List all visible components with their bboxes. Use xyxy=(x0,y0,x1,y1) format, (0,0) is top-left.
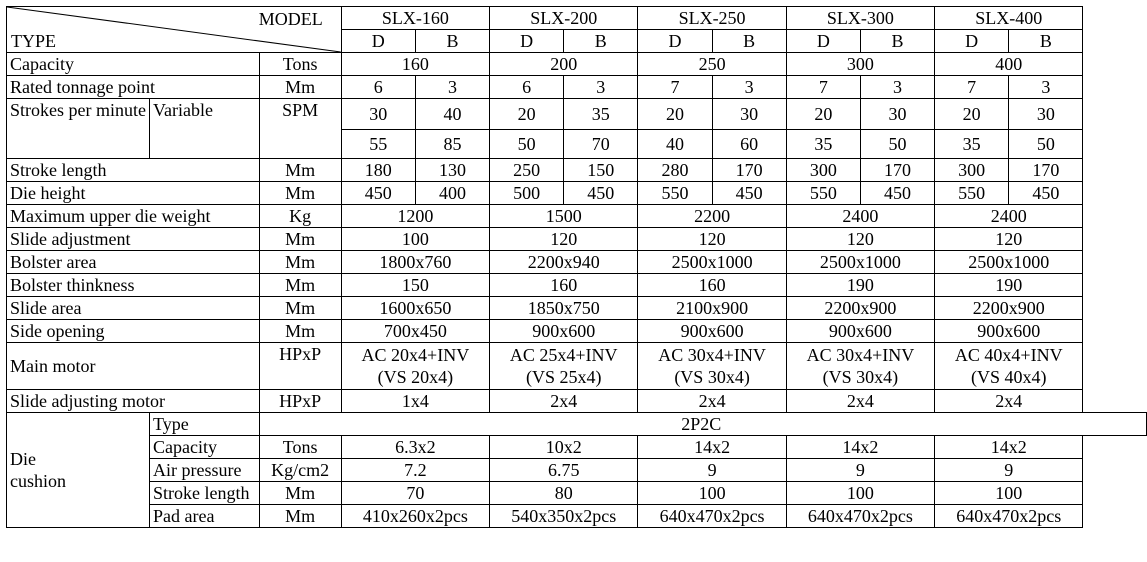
table-cell: 900x600 xyxy=(490,320,638,343)
table-cell: 6.75 xyxy=(490,459,638,482)
table-cell: 2200x940 xyxy=(490,251,638,274)
table-cell: 100 xyxy=(935,482,1083,505)
table-cell: 40 xyxy=(638,130,712,159)
table-cell: 170 xyxy=(860,159,934,182)
table-cell: 50 xyxy=(1009,130,1083,159)
table-cell: 14x2 xyxy=(935,436,1083,459)
table-cell: 2x4 xyxy=(638,390,786,413)
table-cell: 280 xyxy=(638,159,712,182)
table-cell: 400 xyxy=(935,53,1083,76)
row-unit: HPxP xyxy=(259,343,341,390)
table-cell: 1200 xyxy=(341,205,489,228)
table-cell: 50 xyxy=(860,130,934,159)
table-cell: 170 xyxy=(1009,159,1083,182)
row-unit: Kg xyxy=(259,205,341,228)
row-label: Maximum upper die weight xyxy=(7,205,260,228)
row-label: Capacity xyxy=(149,436,259,459)
header-row-models xyxy=(7,7,1147,30)
table-cell: 2500x1000 xyxy=(935,251,1083,274)
row-unit: Tons xyxy=(259,436,341,459)
table-cell: 500 xyxy=(490,182,564,205)
row-unit: Mm xyxy=(259,228,341,251)
table-cell: 2500x1000 xyxy=(786,251,934,274)
table-cell: 85 xyxy=(415,130,489,159)
row-unit: Mm xyxy=(259,320,341,343)
table-cell: 7 xyxy=(786,76,860,99)
row-label: Bolster thinkness xyxy=(7,274,260,297)
table-cell: 30 xyxy=(1009,99,1083,130)
table-cell: 3 xyxy=(1009,76,1083,99)
row-unit: Mm xyxy=(259,251,341,274)
table-cell: 2x4 xyxy=(786,390,934,413)
model-header: SLX-250 xyxy=(638,7,786,30)
row-main-motor xyxy=(7,343,1147,390)
table-cell: 20 xyxy=(490,99,564,130)
table-cell: 55 xyxy=(341,130,415,159)
variant-header: D xyxy=(341,30,415,53)
table-cell: 250 xyxy=(638,53,786,76)
table-cell: 70 xyxy=(341,482,489,505)
motor-line-1: AC 40x4+INV xyxy=(954,345,1063,365)
table-cell: 50 xyxy=(490,130,564,159)
table-cell: 550 xyxy=(935,182,1009,205)
row-bolster-area xyxy=(7,251,1147,274)
row-unit: Mm xyxy=(259,482,341,505)
row-unit: Mm xyxy=(259,182,341,205)
table-cell: 190 xyxy=(935,274,1083,297)
row-unit: HPxP xyxy=(259,390,341,413)
table-cell: 35 xyxy=(564,99,638,130)
table-cell: 120 xyxy=(638,228,786,251)
table-cell: 900x600 xyxy=(935,320,1083,343)
table-cell: 410x260x2pcs xyxy=(341,505,489,528)
table-cell: 120 xyxy=(490,228,638,251)
table-cell xyxy=(259,413,1146,436)
table-cell: 2100x900 xyxy=(638,297,786,320)
table-cell: 550 xyxy=(786,182,860,205)
table-cell: 20 xyxy=(786,99,860,130)
motor-line-1: AC 30x4+INV xyxy=(806,345,915,365)
table-cell: 2200x900 xyxy=(786,297,934,320)
motor-line-1: AC 20x4+INV xyxy=(361,345,470,365)
row-rated-tonnage xyxy=(7,76,1147,99)
motor-line-2: (VS 20x4) xyxy=(377,367,454,387)
model-header: SLX-200 xyxy=(490,7,638,30)
table-cell: 40 xyxy=(415,99,489,130)
table-cell: 2400 xyxy=(786,205,934,228)
table-cell: 2x4 xyxy=(935,390,1083,413)
motor-line-2: (VS 40x4) xyxy=(971,367,1047,387)
row-label: Main motor xyxy=(7,343,260,390)
table-cell: 2200x900 xyxy=(935,297,1083,320)
table-cell: 100 xyxy=(638,482,786,505)
table-cell: 9 xyxy=(935,459,1083,482)
table-cell: 250 xyxy=(490,159,564,182)
table-cell: 2400 xyxy=(935,205,1083,228)
row-sublabel: Variable xyxy=(149,99,259,159)
table-cell: 3 xyxy=(564,76,638,99)
table-cell: 7 xyxy=(638,76,712,99)
row-label: Side opening xyxy=(7,320,260,343)
cushion-type-value: 2P2C xyxy=(681,414,722,434)
variant-header: B xyxy=(1009,30,1083,53)
row-unit: Mm xyxy=(259,505,341,528)
row-bolster-thickness xyxy=(7,274,1147,297)
table-cell: 30 xyxy=(860,99,934,130)
table-cell: 9 xyxy=(786,459,934,482)
table-cell: 550 xyxy=(638,182,712,205)
table-cell: 20 xyxy=(935,99,1009,130)
row-unit: Mm xyxy=(259,76,341,99)
table-cell: 120 xyxy=(935,228,1083,251)
table-cell xyxy=(341,343,489,390)
spec-table xyxy=(6,6,1147,528)
table-cell: 640x470x2pcs xyxy=(786,505,934,528)
variant-header: B xyxy=(712,30,786,53)
row-label: Pad area xyxy=(149,505,259,528)
table-cell: 10x2 xyxy=(490,436,638,459)
table-cell: 35 xyxy=(786,130,860,159)
table-cell: 6.3x2 xyxy=(341,436,489,459)
table-cell: 700x450 xyxy=(341,320,489,343)
motor-line-1: AC 30x4+INV xyxy=(658,345,766,365)
row-slide-adj-motor xyxy=(7,390,1147,413)
table-cell: 540x350x2pcs xyxy=(490,505,638,528)
table-cell: 100 xyxy=(341,228,489,251)
table-cell: 130 xyxy=(415,159,489,182)
table-cell: 3 xyxy=(712,76,786,99)
table-cell: 300 xyxy=(786,159,860,182)
row-unit: Mm xyxy=(259,274,341,297)
row-cushion-air-pressure xyxy=(7,459,1147,482)
table-cell: 150 xyxy=(341,274,489,297)
table-cell: 190 xyxy=(786,274,934,297)
row-unit: SPM xyxy=(259,99,341,159)
row-slide-area xyxy=(7,297,1147,320)
table-cell: 3 xyxy=(860,76,934,99)
table-cell: 60 xyxy=(712,130,786,159)
motor-line-2: (VS 30x4) xyxy=(822,367,899,387)
variant-header: D xyxy=(935,30,1009,53)
table-cell: 2500x1000 xyxy=(638,251,786,274)
table-cell: 400 xyxy=(415,182,489,205)
table-cell: 640x470x2pcs xyxy=(638,505,786,528)
table-cell: 160 xyxy=(638,274,786,297)
table-cell: 150 xyxy=(564,159,638,182)
row-capacity xyxy=(7,53,1147,76)
row-label: Stroke length xyxy=(7,159,260,182)
table-cell: 2x4 xyxy=(490,390,638,413)
variant-header: D xyxy=(638,30,712,53)
table-cell: 6 xyxy=(341,76,415,99)
table-cell: 160 xyxy=(490,274,638,297)
table-cell: 450 xyxy=(341,182,415,205)
table-cell: 900x600 xyxy=(786,320,934,343)
motor-line-2: (VS 30x4) xyxy=(674,367,750,387)
row-cushion-pad-area xyxy=(7,505,1147,528)
table-cell: 14x2 xyxy=(786,436,934,459)
row-label: Slide adjusting motor xyxy=(7,390,260,413)
table-cell: 35 xyxy=(935,130,1009,159)
variant-header: D xyxy=(490,30,564,53)
table-cell: 30 xyxy=(712,99,786,130)
variant-header: D xyxy=(786,30,860,53)
row-label: Bolster area xyxy=(7,251,260,274)
die-cushion-label-line-2: cushion xyxy=(10,471,66,491)
row-label: Type xyxy=(149,413,259,436)
variant-header: B xyxy=(564,30,638,53)
table-cell: 30 xyxy=(341,99,415,130)
row-die-height xyxy=(7,182,1147,205)
table-cell: 80 xyxy=(490,482,638,505)
motor-line-2: (VS 25x4) xyxy=(525,367,602,387)
variant-header: B xyxy=(860,30,934,53)
table-cell: 450 xyxy=(1009,182,1083,205)
type-label: TYPE xyxy=(11,31,56,51)
row-cushion-stroke-length xyxy=(7,482,1147,505)
row-stroke-length xyxy=(7,159,1147,182)
table-cell: 1500 xyxy=(490,205,638,228)
row-label: Air pressure xyxy=(149,459,259,482)
table-cell: 450 xyxy=(712,182,786,205)
table-cell: 20 xyxy=(638,99,712,130)
row-slide-adjustment xyxy=(7,228,1147,251)
model-header: SLX-300 xyxy=(786,7,934,30)
header-corner-cell xyxy=(7,7,342,53)
row-unit: Tons xyxy=(259,53,341,76)
table-cell: 100 xyxy=(786,482,934,505)
die-cushion-label-line-1: Die xyxy=(10,449,36,469)
table-cell: 14x2 xyxy=(638,436,786,459)
row-cushion-capacity xyxy=(7,436,1147,459)
table-cell: 450 xyxy=(564,182,638,205)
table-cell: 6 xyxy=(490,76,564,99)
row-spm-top xyxy=(7,99,1147,130)
table-cell: 9 xyxy=(638,459,786,482)
table-cell: 640x470x2pcs xyxy=(935,505,1083,528)
table-cell: 170 xyxy=(712,159,786,182)
row-label: Slide adjustment xyxy=(7,228,260,251)
row-side-opening xyxy=(7,320,1147,343)
row-unit: Kg/cm2 xyxy=(259,459,341,482)
table-cell: 300 xyxy=(935,159,1009,182)
row-label: Stroke length xyxy=(149,482,259,505)
row-unit: Mm xyxy=(259,159,341,182)
row-label: Capacity xyxy=(7,53,260,76)
variant-header: B xyxy=(415,30,489,53)
table-cell: 450 xyxy=(860,182,934,205)
row-unit: Mm xyxy=(259,297,341,320)
row-max-die-weight xyxy=(7,205,1147,228)
table-cell xyxy=(935,343,1083,390)
die-cushion-group-label xyxy=(7,413,150,528)
table-cell xyxy=(786,343,934,390)
table-cell: 1850x750 xyxy=(490,297,638,320)
table-cell: 300 xyxy=(786,53,934,76)
row-label: Slide area xyxy=(7,297,260,320)
table-cell xyxy=(638,343,786,390)
table-cell: 200 xyxy=(490,53,638,76)
table-cell: 1x4 xyxy=(341,390,489,413)
row-label: Die height xyxy=(7,182,260,205)
table-cell: 160 xyxy=(341,53,489,76)
row-label: Rated tonnage point xyxy=(7,76,260,99)
row-cushion-type xyxy=(7,413,1147,436)
table-cell: 2200 xyxy=(638,205,786,228)
table-cell: 7 xyxy=(935,76,1009,99)
table-cell: 120 xyxy=(786,228,934,251)
model-label: MODEL xyxy=(258,9,323,29)
model-header: SLX-400 xyxy=(935,7,1083,30)
table-cell: 900x600 xyxy=(638,320,786,343)
table-cell: 7.2 xyxy=(341,459,489,482)
table-cell: 1800x760 xyxy=(341,251,489,274)
table-cell: 70 xyxy=(564,130,638,159)
table-cell xyxy=(490,343,638,390)
table-cell: 1600x650 xyxy=(341,297,489,320)
motor-line-1: AC 25x4+INV xyxy=(509,345,618,365)
row-label: Strokes per minute xyxy=(7,99,150,159)
model-header: SLX-160 xyxy=(341,7,489,30)
table-cell: 180 xyxy=(341,159,415,182)
table-cell: 3 xyxy=(415,76,489,99)
